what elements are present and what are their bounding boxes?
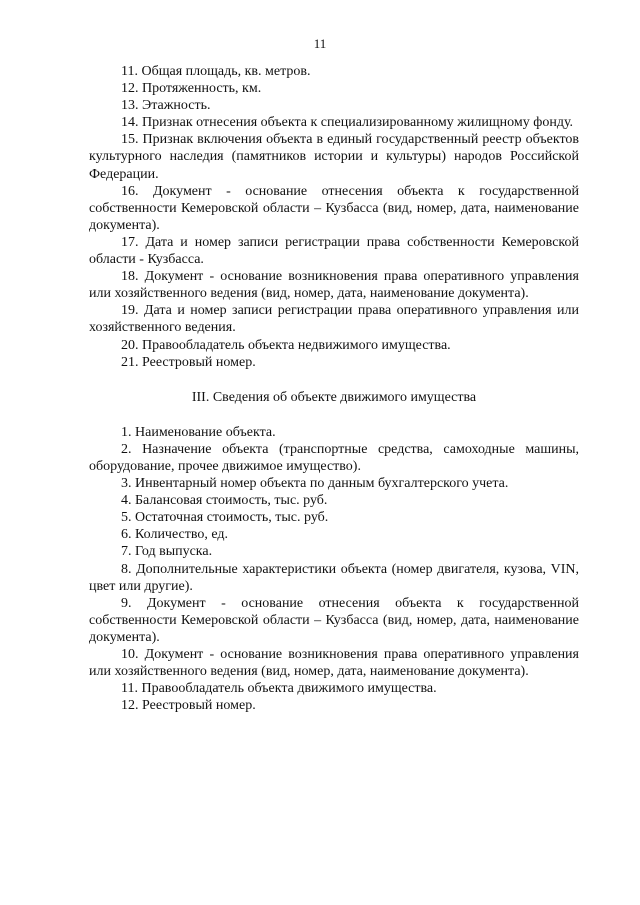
list-item: 18. Документ - основание возникновения права оперативного управления или хозяйственного ведения (вид, номер, дата, наименование документа). <box>89 269 579 302</box>
list-item: 13. Этажность. <box>121 98 211 114</box>
section-ii-list <box>89 63 579 371</box>
list-item: 9. Документ - основание отнесения объекта к государственной собственности Кемеровской области – Кузбасса (вид, номер, дата, наименование документа). <box>89 595 579 645</box>
list-item: 15. Признак включения объекта в единый государственный реестр объектов культурного наследия (памятников истории и культуры) народов Российской Федерации. <box>89 132 579 182</box>
list-item: 10. Документ - основание возникновения права оперативного управления или хозяйственного ведения (вид, номер, дата, наименование документа). <box>89 647 579 680</box>
section-iii-list <box>89 424 579 715</box>
list-item: 4. Балансовая стоимость, тыс. руб. <box>121 493 328 509</box>
list-item: 21. Реестровый номер. <box>121 354 256 370</box>
list-item: 12. Реестровый номер. <box>121 698 256 714</box>
list-item: 3. Инвентарный номер объекта по данным бухгалтерского учета. <box>121 476 509 492</box>
list-item: 11. Правообладатель объекта движимого имущества. <box>121 681 437 697</box>
list-item: 8. Дополнительные характеристики объекта (номер двигателя, кузова, VIN, цвет или другие). <box>89 561 579 594</box>
section-iii-heading: III. Сведения об объекте движимого имущества <box>191 389 477 405</box>
document-body <box>89 63 579 714</box>
list-item: 1. Наименование объекта. <box>121 424 276 440</box>
list-item: 6. Количество, ед. <box>121 527 229 543</box>
list-item: 17. Дата и номер записи регистрации права собственности Кемеровской области - Кузбасса. <box>89 234 579 268</box>
list-item: 2. Назначение объекта (транспортные средства, самоходные машины, оборудование, прочее движимое имущество). <box>89 441 579 474</box>
list-item: 19. Дата и номер записи регистрации права оперативного управления или хозяйственного ведения. <box>89 303 579 336</box>
list-item: 20. Правообладатель объекта недвижимого имущества. <box>121 337 451 353</box>
list-item: 12. Протяженность, км. <box>121 81 262 97</box>
page-number: 11 <box>313 36 327 51</box>
list-item: 16. Документ - основание отнесения объекта к государственной собственности Кемеровской области – Кузбасса (вид, номер, дата, наименование документа). <box>89 183 579 233</box>
list-item: 7. Год выпуска. <box>121 544 213 560</box>
list-item: 14. Признак отнесения объекта к специализированному жилищному фонду. <box>121 115 574 131</box>
list-item: 5. Остаточная стоимость, тыс. руб. <box>121 510 329 526</box>
list-item: 11. Общая площадь, кв. метров. <box>121 64 311 79</box>
